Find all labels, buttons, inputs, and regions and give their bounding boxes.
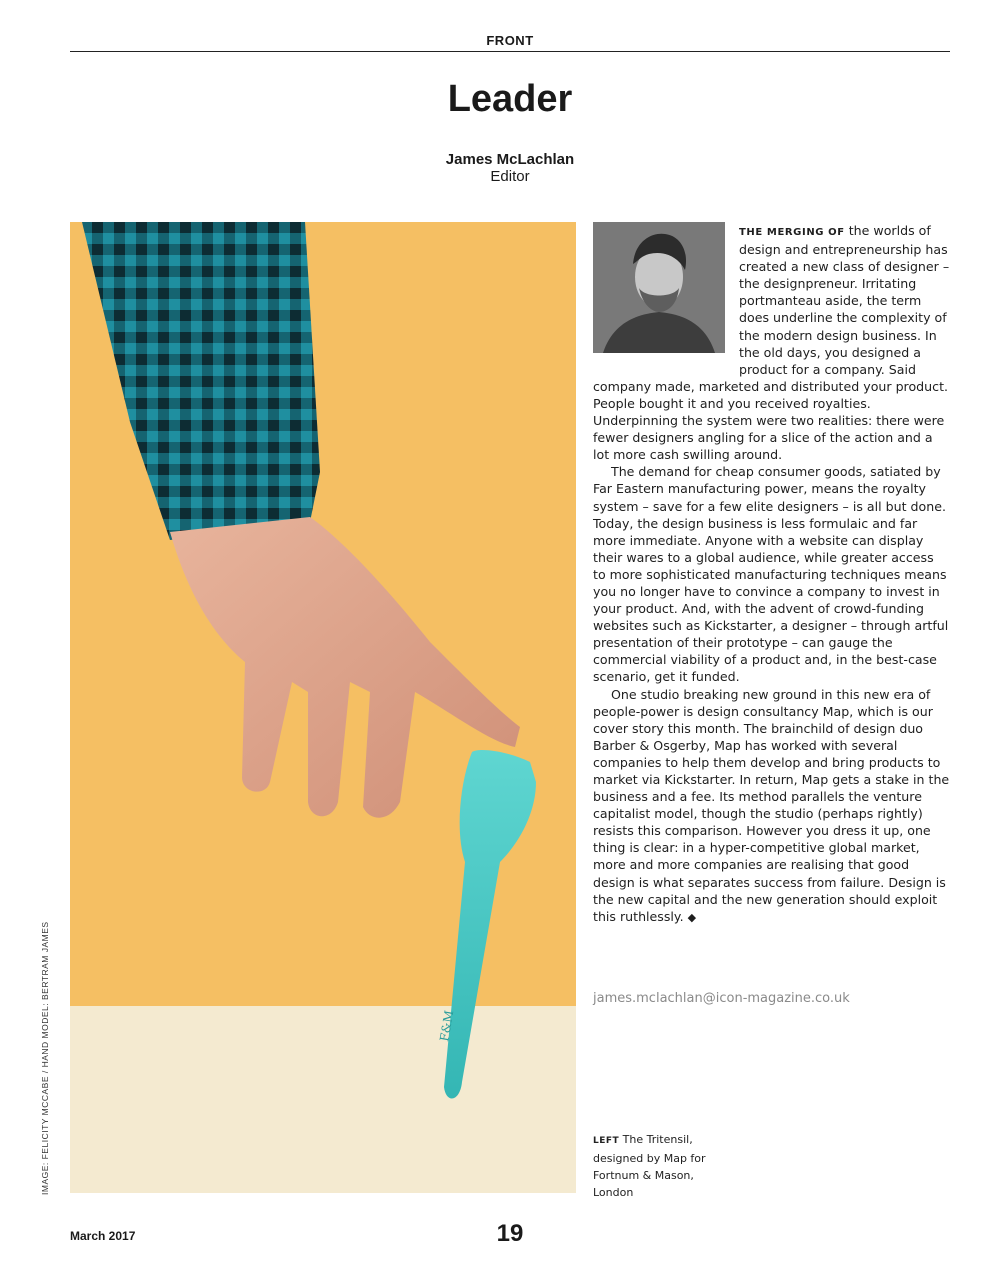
caption-label: LEFT [593,1136,620,1146]
page-title: Leader [447,78,573,120]
article-body [593,222,950,926]
article-paragraph-3 [593,686,950,926]
footer-date: March 2017 [70,1229,136,1243]
lead-in: THE MERGING OF [739,227,845,238]
portrait-wrap-spacer [593,222,739,362]
article-paragraph-2: The demand for cheap consumer goods, satiated by Far Eastern manufacturing power, means the royalty system – save for a few elite designers – is all but done. Today, the design business is less formulaic and far more immediate. Anyone with a website can display their wares to a global audience, while greater access to more sophisticated manufacturing techniques means you no longer have to convince a company to invest in your product. And, with the advent of crowd-funding websites such as Kickstarter, a designer – through artful presentation of their prototype – can gauge the commercial viability of a product and, in the best-case scenario, get it funded. [593,464,949,685]
article-paragraph-1-text: the worlds of design and entrepreneurship has created a new class of designer – the designpreneur. Irritating portmanteau aside, the term does underline the complexity of the modern design business. In the old days, you designed a product for a company. Said company made, marketed and distributed your product. People bought it and you received royalties. Underpinning the system were two realities: there were fewer designers angling for a slice of the action and a lot more cash swilling around. [593,223,950,463]
author-role: Editor [490,168,530,185]
author-name: James McLachlan [445,151,575,168]
section-label: FRONT [486,33,534,48]
editor-email-link[interactable]: james.mclachlan@icon-magazine.co.uk [593,991,850,1006]
feature-photo [70,222,576,1193]
photo-caption [593,1131,728,1201]
article-paragraph-3-text: One studio breaking new ground in this new era of people-power is design consultancy Map, which is our cover story this month. The brainchild of design duo Barber & Osgerby, Map has worked with several companies to help them develop and bring products to market via Kickstarter. In return, Map gets a stake in the business and a fee. Its method parallels the venture capitalist model, though the studio (perhaps rightly) resists this comparison. However you dress it up, one thing is clear: in a hyper-competitive global market, more and more companies are realising that good design is what separates success from failure. Design is the new capital and the new generation should exploit this ruthlessly. [593,686,950,924]
header-rule [70,51,950,52]
page-number: 19 [496,1220,524,1247]
caption-text: The Tritensil, designed by Map for Fortnum & Mason, London [593,1133,706,1199]
end-mark-icon: ◆ [687,910,697,924]
photo-credit: IMAGE: FELICITY MCCABE / HAND MODEL: BERTRAM JAMES [40,921,50,1195]
fork-mark: F&M [437,1009,457,1043]
